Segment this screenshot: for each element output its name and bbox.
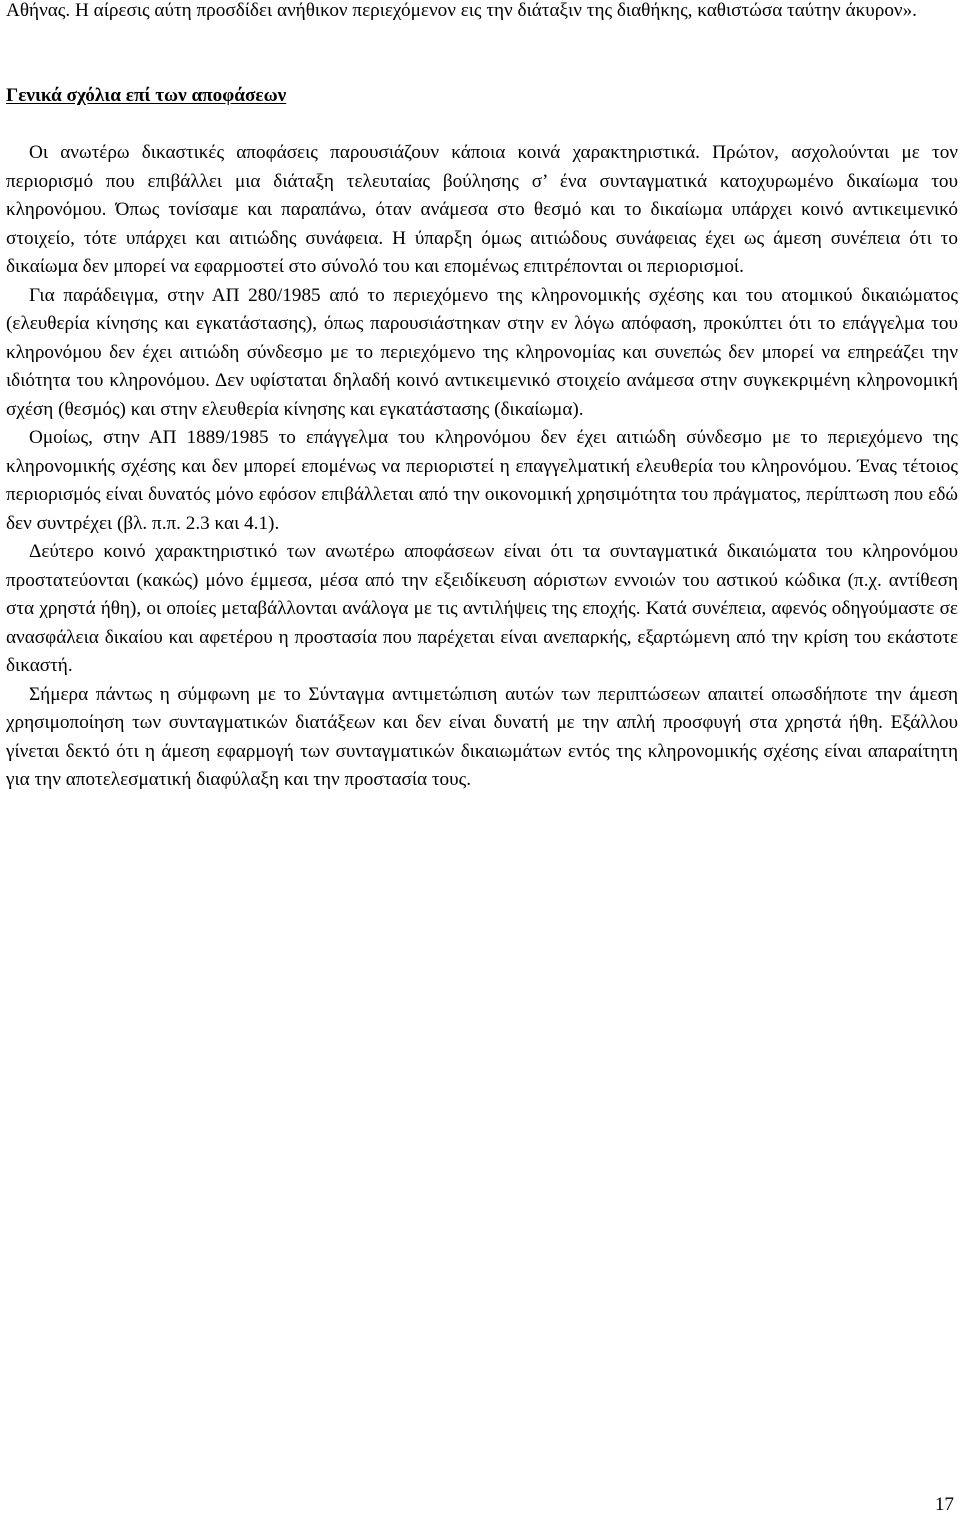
page-number: 17 (934, 1494, 954, 1515)
continuation-paragraph: Αθήνας. Η αίρεσις αύτη προσδίδει ανήθικον περιεχόμενον εις την διάταξιν της διαθήκης, καθιστώσα ταύτην άκυρον». (6, 0, 917, 21)
paragraph-3: Ομοίως, στην ΑΠ 1889/1985 το επάγγελμα του κληρονόμου δεν έχει αιτιώδη σύνδεσμο με το περιεχόμενο της κληρονομικής σχέσης και δεν μπορεί επομένως να περιοριστεί η επαγγελματική ελευθερία του κληρονόμου. Ένας τέτοιος περιορισμός είναι δυνατός μόνο εφόσον επιβάλλεται από την οικονομική χρησιμότητα του πράγματος, περίπτωση που εδώ δεν συντρέχει (βλ. π.π. 2.3 και 4.1). (6, 427, 958, 534)
body-text (6, 139, 958, 795)
paragraph-1: Οι ανωτέρω δικαστικές αποφάσεις παρουσιάζουν κάποια κοινά χαρακτηριστικά. Πρώτον, ασχολούνται με τον περιορισμό που επιβάλλει μια διάταξη τελευταίας βούλησης σ’ ένα συνταγματικά κατοχυρωμένο δικαίωμα του κληρονόμου. Όπως τονίσαμε και παραπάνω, όταν ανάμεσα στο θεσμό και το δικαίωμα υπάρχει κοινό αντικειμενικό στοιχείο, τότε υπάρχει και αιτιώδης συνάφεια. Η ύπαρξη όμως αιτιώδους συνάφειας έχει ως άμεση συνέπεια ότι το δικαίωμα δεν μπορεί να εφαρμοστεί στο σύνολό του και επομένως επιτρέπονται οι περιορισμοί. (6, 142, 958, 277)
paragraph-5: Σήμερα πάντως η σύμφωνη με το Σύνταγμα αντιμετώπιση αυτών των περιπτώσεων απαιτεί οπωσδήποτε την άμεση χρησιμοποίηση των συνταγματικών διατάξεων και δεν είναι δυνατή με την απλή προσφυγή στα χρηστά ήθη. Εξάλλου γίνεται δεκτό ότι η άμεση εφαρμογή των συνταγματικών δικαιωμάτων εντός της κληρονομικής σχέσης είναι απαραίτητη για την αποτελεσματική διαφύλαξη και την προστασία τους. (6, 683, 958, 790)
document-page (6, 0, 958, 1518)
section-heading: Γενικά σχόλια επί των αποφάσεων (6, 85, 287, 106)
paragraph-4: Δεύτερο κοινό χαρακτηριστικό των ανωτέρω αποφάσεων είναι ότι τα συνταγματικά δικαιώματα του κληρονόμου προστατεύονται (κακώς) μόνο έμμεσα, μέσα από την εξειδίκευση αόριστων εννοιών του αστικού κώδικα (π.χ. αντίθεση στα χρηστά ήθη), οι οποίες μεταβάλλονται ανάλογα με τις αντιλήψεις της εποχής. Κατά συνέπεια, αφενός οδηγούμαστε σε ανασφάλεια δικαίου και αφετέρου η προστασία που παρέχεται είναι ανεπαρκής, εξαρτώμενη από την κρίση του εκάστοτε δικαστή. (6, 541, 958, 676)
paragraph-2: Για παράδειγμα, στην ΑΠ 280/1985 από το περιεχόμενο της κληρονομικής σχέσης και του ατομικού δικαιώματος (ελευθερία κίνησης και εγκατάστασης), όπως παρουσιάστηκαν στην εν λόγω απόφαση, προκύπτει ότι το επάγγελμα του κληρονόμου δεν έχει αιτιώδη σύνδεσμο με το περιεχόμενο της κληρονομίας και συνεπώς δεν μπορεί να επηρεάζει την ιδιότητα του κληρονόμου. Δεν υφίσταται δηλαδή κοινό αντικειμενικό στοιχείο ανάμεσα στην συγκεκριμένη κληρονομική σχέση (θεσμός) και στην ελευθερία κίνησης και εγκατάστασης (δικαίωμα). (6, 284, 958, 420)
